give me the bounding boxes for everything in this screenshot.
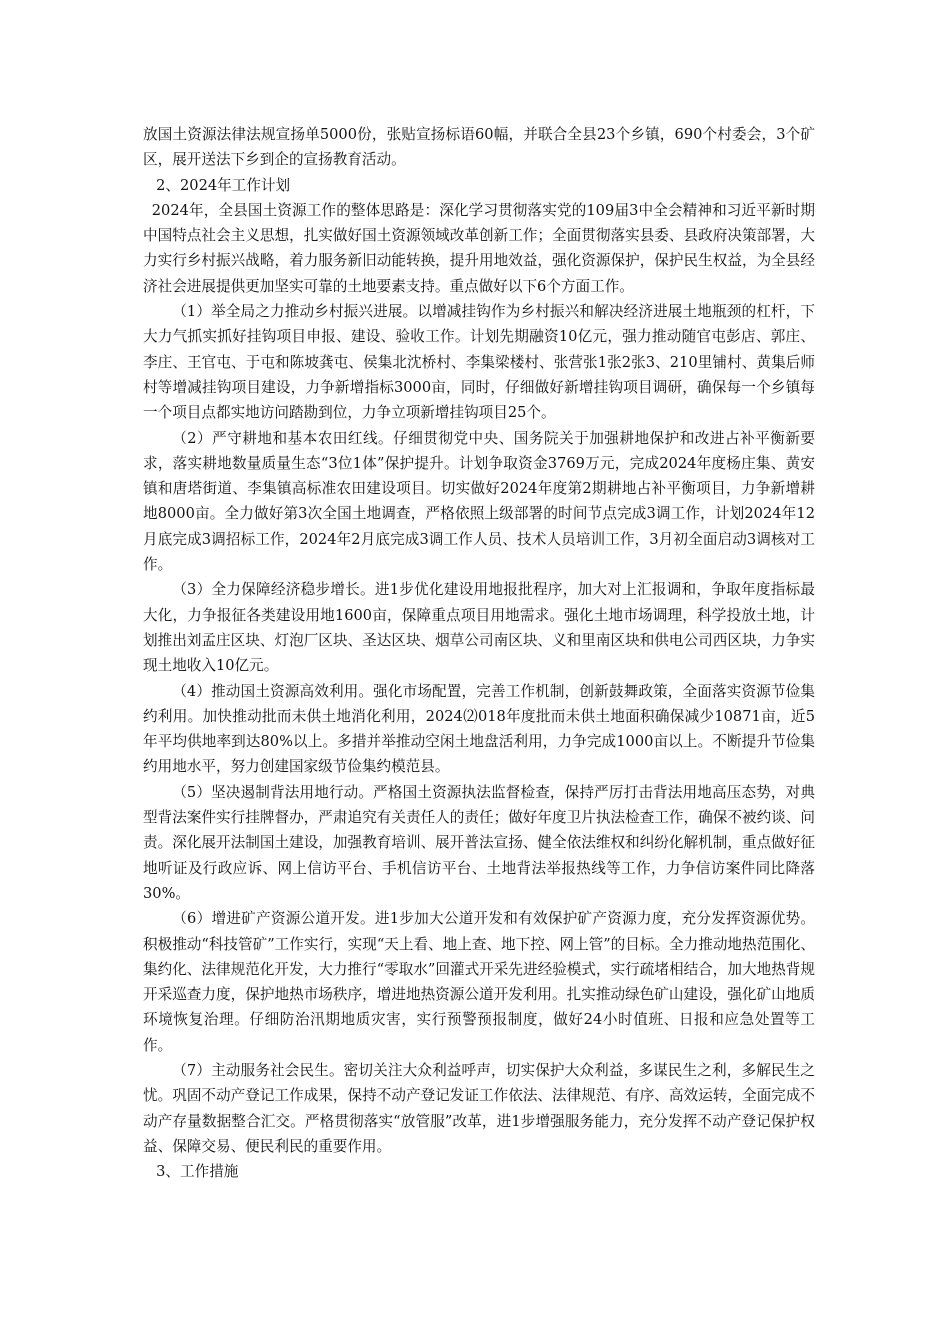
section-heading-2024-plan: 2、2024年工作计划 (156, 176, 291, 194)
paragraph-item-4: （4）推动国土资源高效利用。强化市场配置，完善工作机制，创新鼓舞政策，全面落实资源节俭集约利用。加快推动批而未供土地消化利用，2024⑵018年度批而未供土地面积确保减少10871亩，近5年平均供地率到达80%以上。多措并举推动空闲土地盘活利用，力争完成1000亩以上。不断提升节俭集约用地水平，努力创建国家级节俭集约模范县。 (143, 682, 815, 776)
section-heading-measures: 3、工作措施 (156, 1163, 239, 1181)
paragraph-item-2: （2）严守耕地和基本农田红线。仔细贯彻党中央、国务院关于加强耕地保护和改进占补平衡新要求，落实耕地数量质量生态“3位1体”保护提升。计划争取资金3769万元，完成2024年度杨庄集、黄安镇和唐塔街道、李集镇高标准农田建设项目。切实做好2024年度第2期耕地占补平衡项目，力争新增耕地8000亩。全力做好第3次全国土地调查，严格依照上级部署的时间节点完成3调工作，计划2024年12月底完成3调招标工作，2024年2月底完成3调工作人员、技术人员培训工作，3月初全面启动3调核对工作。 (143, 429, 815, 574)
paragraph-item-7: （7）主动服务社会民生。密切关注大众利益呼声，切实保护大众利益，多谋民生之利，多解民生之忧。巩固不动产登记工作成果，保持不动产登记发证工作依法、法律规范、有序、高效运转，全面完成不动产存量数据整合汇交。严格贯彻落实“放管服”改革，进1步增强服务能力，充分发挥不动产登记保护权益、保障交易、便民利民的重要作用。 (143, 1061, 815, 1155)
document-page (143, 122, 815, 1184)
paragraph-item-1: （1）举全局之力推动乡村振兴进展。以增减挂钩作为乡村振兴和解决经济进展土地瓶颈的杠杆，下大力气抓实抓好挂钩项目申报、建设、验收工作。计划先期融资10亿元，强力推动随官屯彭店、郭庄、李庄、王官屯、于屯和陈坡龚屯、侯集北沈桥村、李集梁楼村、张营张1张2张3、210里铺村、黄集后师村等增减挂钩项目建设，力争新增指标3000亩，同时，仔细做好新增挂钩项目调研，确保每一个乡镇每一个项目点都实地访问踏勘到位，力争立项新增挂钩项目25个。 (143, 303, 815, 422)
paragraph-item-5: （5）坚决遏制背法用地行动。严格国土资源执法监督检查，保持严厉打击背法用地高压态势，对典型背法案件实行挂牌督办，严肃追究有关责任人的责任；做好年度卫片执法检查工作，确保不被约谈、问责。深化展开法制国土建设，加强教育培训、展开普法宣扬、健全依法维权和纠纷化解机制，重点做好征地听证及行政应诉、网上信访平台、手机信访平台、土地背法举报热线等工作，力争信访案件同比降落30%。 (143, 783, 815, 902)
paragraph-continued: 放国土资源法律法规宣扬单5000份，张贴宣扬标语60幅，并联合全县23个乡镇，690个村委会，3个矿区，展开送法下乡到企的宣扬教育活动。 (143, 126, 815, 169)
paragraph-item-3: （3）全力保障经济稳步增长。进1步优化建设用地报批程序，加大对上汇报调和，争取年度指标最大化，力争报征各类建设用地1600亩，保障重点项目用地需求。强化土地市场调理，科学投放土地，计划推出刘孟庄区块、灯泡厂区块、圣达区块、烟草公司南区块、义和里南区块和供电公司西区块，力争实现土地收入10亿元。 (143, 581, 815, 675)
paragraph-intro: 2024年，全县国土资源工作的整体思路是：深化学习贯彻落实党的109届3中全会精神和习近平新时期中国特点社会主义思想，扎实做好国土资源领域改革创新工作；全面贯彻落实县委、县政府决策部署，大力实行乡村振兴战略，着力服务新旧动能转换，提升用地效益，强化资源保护，保护民生权益，为全县经济社会进展提供更加坚实可靠的土地要素支持。重点做好以下6个方面工作。 (143, 201, 815, 295)
paragraph-item-6: （6）增进矿产资源公道开发。进1步加大公道开发和有效保护矿产资源力度，充分发挥资源优势。积极推动“科技管矿”工作实行，实现“天上看、地上查、地下控、网上管”的目标。全力推动地热范围化、集约化、法律规范化开发，大力推行“零取水”回灌式开采先进经验模式，实行疏堵相结合，加大地热背规开采巡查力度，保护地热市场秩序，增进地热资源公道开发利用。扎实推动绿色矿山建设，强化矿山地质环境恢复治理。仔细防治汛期地质灾害，实行预警预报制度，做好24小时值班、日报和应急处置等工作。 (143, 910, 815, 1054)
